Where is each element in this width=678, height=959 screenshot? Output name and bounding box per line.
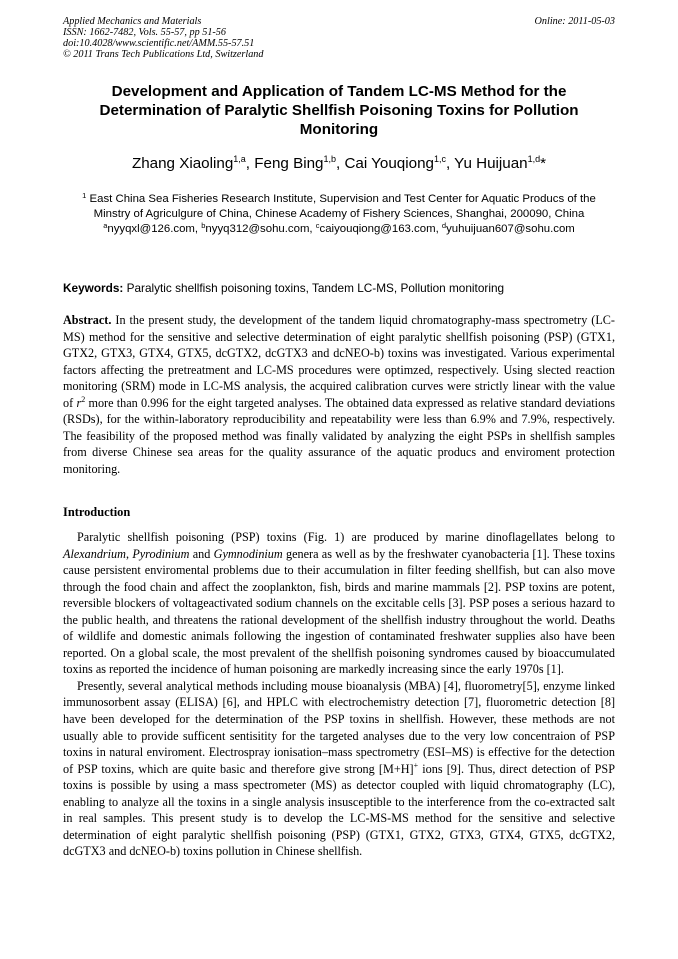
paragraph: Paralytic shellfish poisoning (PSP) toxins (Fig. 1) are produced by marine dinoflagellates belong to Alexandrium, Pyrodinium and Gymnodinium genera as well as by the freshwater cyanobacteria [1]. These toxins cause persistent enviromental problems due to their accumulation in filter feeding shellfish, but can also move through the food chain and affect the zooplankton, fish, birds and marine mammals [2]. PSP toxins are potent, reversible blockers of voltageactivated sodium channels on the excitable cells [3]. PSP poses a serious hazard to the public health, and threatens the rational development of the shellfish industry throughout the world. Deaths of wildlife and domestic animals following the ingestion of contaminated freshwater supplies also have been reported. On a global scale, the most prevalent of the shellfish poisoning syndromes caused by bioaccumulated toxins as reported the incidence of human poisoning are markedly increasing since the early 1970s [1]. [63, 530, 615, 677]
running-header [63, 16, 615, 60]
keywords-text: Paralytic shellfish poisoning toxins, Tandem LC-MS, Pollution monitoring [126, 281, 505, 295]
email-link[interactable]: yuhuijuan607@sohu.com [446, 223, 575, 235]
author-name: Yu Huijuan [454, 155, 528, 172]
abstract-label: Abstract. [63, 313, 112, 327]
paper-title: Development and Application of Tandem LC-MS Method for the Determination of Paralytic Shellfish Poisoning Toxins for Pollution Monitoring [99, 83, 579, 138]
doi-line: doi:10.4028/www.scientific.net/AMM.55-57.51 [63, 38, 255, 49]
author-list [63, 155, 615, 173]
email-link[interactable]: nyyq312@sohu.com, [205, 223, 316, 235]
r-symbol: r [76, 395, 82, 410]
author-separator: , [445, 155, 455, 172]
email-list: $^a$nyyqxl@126.com, $^b$nyyq312@sohu.com, $^c$caiyouqiong@163.com, $^d$yuhuijuan607@sohu.com [103, 221, 575, 235]
affiliation-number: 1 [82, 191, 87, 200]
journal-name: Applied Mechanics and Materials [63, 16, 202, 27]
introduction-body [63, 529, 615, 860]
author-affiliation-mark: 1,b [323, 154, 336, 164]
copyright-line: © 2011 Trans Tech Publications Ltd, Switzerland [63, 49, 264, 60]
section-heading-introduction: Introduction [63, 505, 131, 519]
online-date: Online: 2011-05-03 [534, 16, 615, 27]
abstract: Abstract. In the present study, the development of the tandem liquid chromatography-mass spectrometry (LC-MS) method for the sensitive and selective determination of eight paralytic shellfish poisoning (PSP) (GTX1, GTX2, GTX3, GTX4, GTX5, dcGTX2, dcGTX3 and dcNEO-b) toxins was investigated. Various experimental factors affecting the pretreatment and LC-MS procedures were optimzed, respectively. Using slected reaction monitoring (SRM) mode in LC-MS analysis, the acquired calibration curves were strictly linear with the value of $r^2$ more than 0.996 for the eight targeted analyses. The obtained data expressed as relative standard deviations (RSDs), for the within-laboratory reproducibility and repeatability were less than 6.9% and 7.9%, respectively. The feasibility of the proposed method was finally validated by analyzing the eight PSPs in shellfish samples from diverse Chinese sea areas for the quality assurance of the aquatic producs and enviroment protection monitoring. [63, 313, 615, 476]
keywords-line [63, 281, 615, 296]
author-separator: , [335, 155, 345, 172]
author-affiliation-mark: 1,c [433, 154, 446, 164]
author-name: Cai Youqiong [344, 155, 434, 172]
author-affiliation-mark: 1,d [527, 154, 541, 164]
corresponding-author-mark: * [540, 155, 547, 172]
author-name: Feng Bing [254, 155, 324, 172]
affiliation-block [63, 192, 615, 237]
keywords-label: Keywords: [63, 281, 124, 295]
author-separator: , [245, 155, 255, 172]
email-link[interactable]: nyyqxl@126.com, [107, 223, 202, 235]
author-name: Zhang Xiaoling [131, 155, 234, 172]
email-link[interactable]: caiyouqiong@163.com, [319, 223, 442, 235]
affiliation-text: $^1$ East China Sea Fisheries Research Institute, Supervision and Test Center for Aquatic Producs of the Minstry of Agriculgure of China, Chinese Academy of Fishery Sciences, Shanghai, 200090, China [82, 191, 596, 220]
issn-line: ISSN: 1662-7482, Vols. 55-57, pp 51-56 [63, 27, 226, 38]
paragraph: Presently, several analytical methods including mouse bioanalysis (MBA) [4], fluorometry[5], enzyme linked immunosorbent assay (ELISA) [6], and HPLC with electrochemistry detection [7], fluorometric detection [8] have been developed for the determination of the PSP toxins in shellfish. However, these methods are not usually able to provide sufficent sentisitity for the targeted analyses due to the very low concentraion of PSP toxins in natural enviroment. Electrospray ionisation–mass spectrometry (ESI–MS) is effective for the detection of PSP toxins, which are quite basic and therefore give strong [M+H]+ ions [9]. Thus, direct detection of PSP toxins is possible by using a mass spectrometer (MS) as detector coupled with liquid chromatography (LC), enabling to analyze all the toxins in a single analysis insusceptible to the interference from the co-extracted salt in real samples. This present study is to develop the LC-MS-MS method for the sensitive and selective determination of eight paralytic shellfish poisoning (PSP) (GTX1, GTX2, GTX3, GTX4, GTX5, dcGTX2, dcGTX3 and dcNEO-b) toxins pollution in Chinese shellfish. [63, 678, 615, 859]
author-affiliation-mark: 1,a [233, 154, 246, 164]
